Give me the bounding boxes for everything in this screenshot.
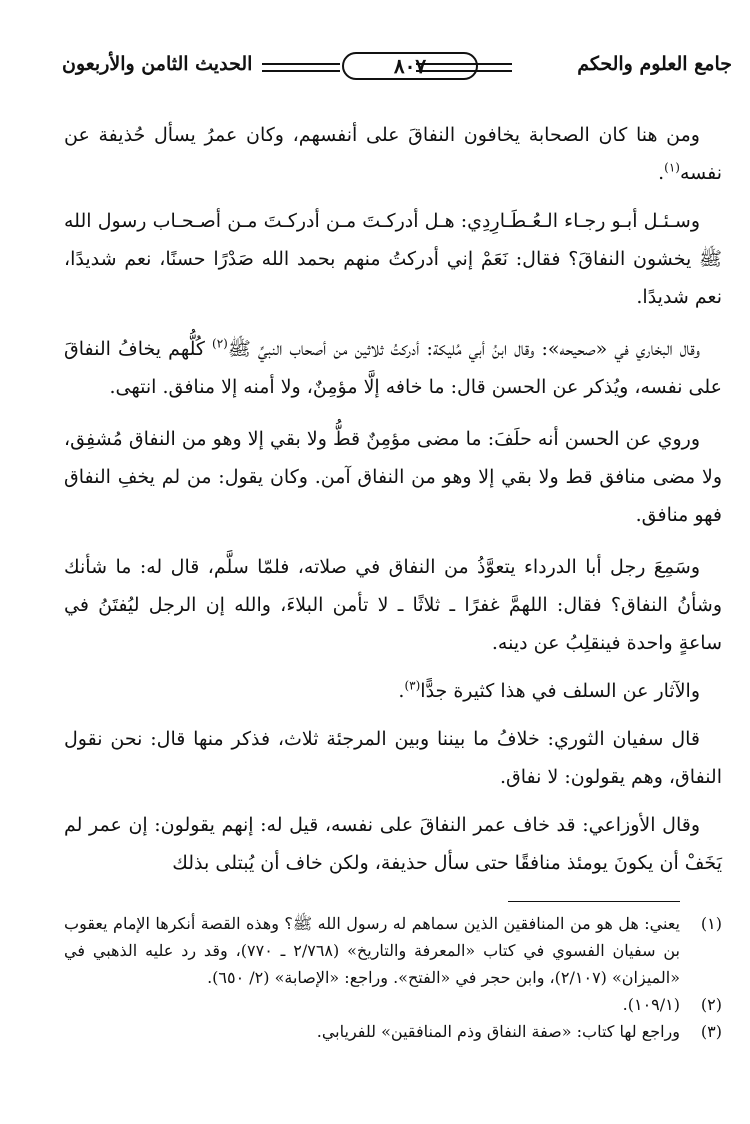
paragraph-3: [64, 330, 722, 406]
running-header: [62, 50, 732, 86]
footnote-number: (٣): [700, 1022, 722, 1041]
footnote-1: [64, 910, 722, 991]
paragraph-text: ومن هنا كان الصحابة يخافون النفاقَ على أنفسهم، وكان عمرُ يسأل حُذيفة عن نفسه: [64, 124, 722, 184]
paragraph-text: وقال الأوزاعي: قد خاف عمر النفاقَ على نفسه، قيل له: إنهم يقولون: إن عمر لم يَخَفْ أن يكونَ يومئذ منافقًا حتى سأل حذيفة، ولكن خاف أن يُبتلى بذلك: [64, 814, 722, 874]
paragraph-tail: كُلُّهم يخافُ النفاقَ على نفسه، ويُذكر عن الحسن قال: ما خافه إلَّا مؤمِنٌ، ولا أمنه إلا منافق. انتهى.: [64, 338, 722, 398]
paragraph-text: وسَمِعَ رجل أبا الدرداء يتعوَّذُ من النفاق في صلاته، فلمّا سلَّم، قال له: ما شأنك وشأنُ النفاق؟ فقال: اللهمَّ غفرًا ـ ثلاثًا ـ لا تأمن البلاءَ، والله إن الرجل ليُفتَنُ في ساعةٍ واحدة فينقلِبُ عن دينه.: [64, 556, 722, 654]
paragraph-text: وسـئـل أبـو رجـاء الـعُـطَـارِدِي: هـل أدركـتَ مـن أدركـتَ مـن أصـحـاب رسول الله ﷺ يخشون النفاقَ؟ فقال: نَعَمْ إني أدركتُ منهم بحمد الله صَدْرًا حسنًا، نعم شديدًا، نعم شديدًا.: [64, 210, 722, 308]
footnote-number: (١): [700, 914, 722, 933]
footnote-2: [64, 991, 722, 1018]
paragraph-2: [64, 202, 722, 316]
footnote-3: [64, 1018, 722, 1045]
footnote-text: (١٠٩/١).: [622, 995, 680, 1014]
footnote-ref-2[interactable]: (٢): [212, 336, 228, 351]
footnote-separator: [508, 901, 680, 902]
footnote-text: يعني: هل هو من المنافقين الذين سماهم له رسول الله ﷺ؟ وهذه القصة أنكرها الإمام يعقوب بن سفيان الفسوي في كتاب «المعرفة والتاريخ» (٢/٧٦٨ ـ ٧٧٠)، وقد رد عليه الذهبي في «الميزان» (٢/١٠٧)، وابن حجر في «الفتح». وراجع: «الإصابة» (٢/ ٦٥٠).: [64, 914, 681, 987]
footnote-ref-3[interactable]: (٣): [404, 678, 421, 693]
paragraph-text: قال سفيان الثوري: خلافُ ما بيننا وبين المرجئة ثلاث، فذكر منها قال: نحن نقول النفاق، وهم يقولون: لا نفاق.: [64, 728, 722, 788]
main-text: [64, 116, 722, 892]
chapter-title: الحديث الثامن والأربعون: [62, 53, 253, 75]
paragraph-5: [64, 548, 722, 662]
page-number: ٨٠٧: [342, 52, 478, 80]
paragraph-tail: .: [658, 162, 665, 184]
footnote-ref-1[interactable]: (١): [664, 160, 680, 175]
footnote-number: (٢): [700, 995, 722, 1014]
paragraph-4: [64, 420, 722, 534]
book-title: جامع العلوم والحكم: [577, 53, 732, 75]
paragraph-7: [64, 720, 722, 796]
paragraph-tail: .: [398, 680, 405, 702]
paragraph-6: [64, 672, 722, 710]
paragraph-8: [64, 806, 722, 882]
paragraph-text: وقال البخاري في «صحيحه»: وقال ابنُ أبي مُليكة: أدركتُ ثلاثين من أصحاب النبيِّ ﷺ: [227, 338, 700, 360]
paragraph-text: والآثار عن السلف في هذا كثيرة جدًّا: [420, 680, 700, 702]
paragraph-text: وروي عن الحسن أنه حلَفَ: ما مضى مؤمِنٌ قطُّ ولا بقي إلا وهو من النفاق مُشفِق، ولا مضى منافق قط ولا بقي إلا وهو من النفاق آمن. وكان يقول: من لم يخفِ النفاق فهو منافق.: [64, 428, 722, 526]
footnotes: [64, 910, 722, 1045]
header-rule-left: [262, 63, 340, 72]
footnote-text: وراجع لها كتاب: «صفة النفاق وذم المنافقين» للفريابي.: [316, 1022, 680, 1041]
paragraph-1: [64, 116, 722, 192]
